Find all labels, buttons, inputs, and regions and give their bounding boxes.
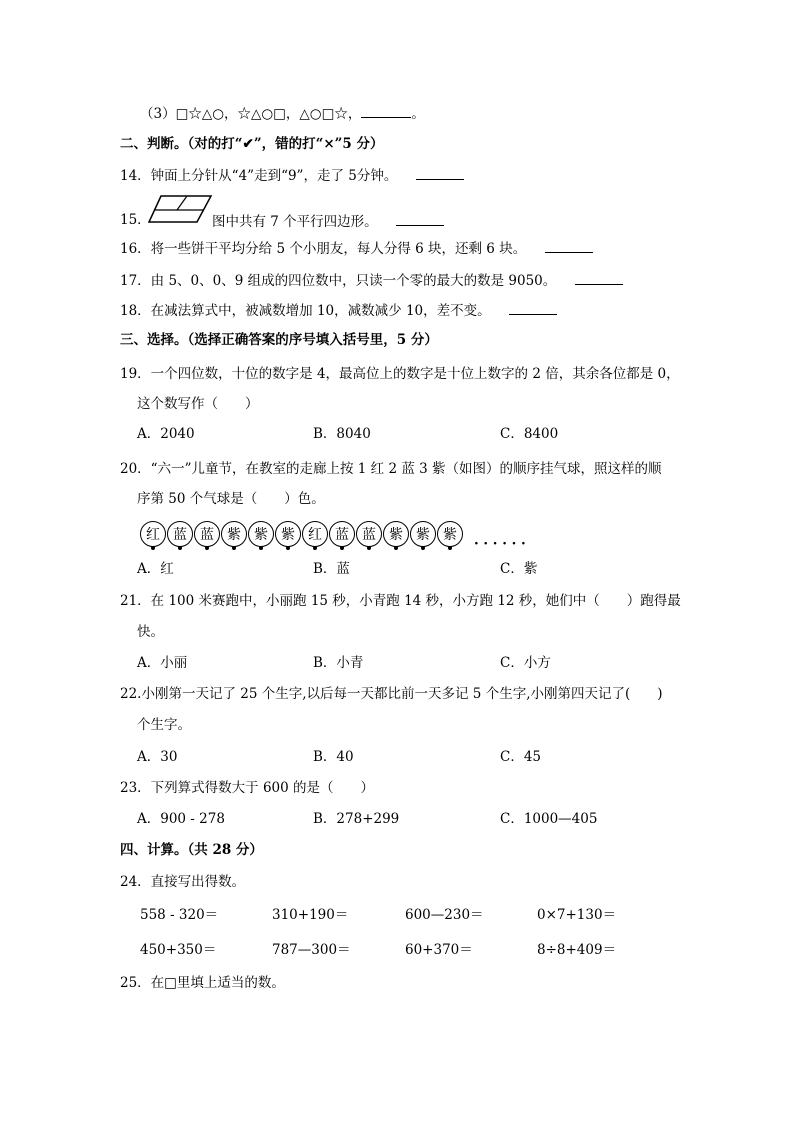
- answer-blank[interactable]: [416, 165, 464, 180]
- calc-item: 450+350＝: [140, 942, 217, 958]
- calc-item: 558 - 320＝: [140, 907, 219, 923]
- balloon-knot: [259, 546, 263, 550]
- balloon: 紫: [248, 521, 274, 547]
- balloon-knot: [205, 546, 209, 550]
- question-19-line1: 19．一个四位数，十位的数字是 4，最高位上的数字是十位上数字的 2 倍，其余各位都是 0，: [120, 366, 680, 382]
- answer-blank[interactable]: [545, 238, 593, 253]
- question-16: 16．将一些饼干平均分给 5 个小朋友，每人分得 6 块，还剩 6 块。: [120, 238, 593, 258]
- balloon: 紫: [383, 521, 409, 547]
- option-b[interactable]: B．40: [313, 749, 354, 765]
- option-c[interactable]: C．小方: [500, 655, 551, 671]
- question-22-line1: 22.小刚第一天记了 25 个生字,以后每一天都比前一天多记 5 个生字,小刚第四天记了( ): [120, 686, 663, 702]
- option-b[interactable]: B．小青: [313, 655, 364, 671]
- calc-item: 8÷8+409＝: [537, 942, 617, 958]
- section-2-title: 二、判断。（对的打“✔”，错的打“×”5 分）: [120, 136, 384, 152]
- balloon: 蓝: [329, 521, 355, 547]
- option-a[interactable]: A．30: [137, 749, 178, 765]
- question-23-line1: 23．下列算式得数大于 600 的是（ ）: [120, 780, 375, 796]
- answer-blank[interactable]: [575, 270, 623, 285]
- option-b[interactable]: B．278+299: [313, 811, 400, 827]
- balloon: 红: [140, 521, 166, 547]
- balloon: 紫: [410, 521, 436, 547]
- balloon: 蓝: [167, 521, 193, 547]
- balloon-knot: [151, 546, 155, 550]
- calc-item: 60+370＝: [405, 942, 473, 958]
- option-c[interactable]: C．1000—405: [500, 811, 598, 827]
- question-22-line2: 个生字。: [137, 717, 191, 733]
- option-c[interactable]: C．45: [500, 749, 542, 765]
- option-a[interactable]: A．红: [137, 561, 174, 577]
- question-14: 14．钟面上分针从“4”走到“9”，走了 5分钟。: [120, 165, 464, 185]
- question-24-title: 24．直接写出得数。: [120, 874, 246, 890]
- option-c[interactable]: C．8400: [500, 426, 559, 442]
- answer-blank[interactable]: [361, 103, 411, 118]
- balloon-knot: [313, 546, 317, 550]
- q13-part3-text: （3）□☆△○，☆△○□，△○□☆，: [140, 106, 362, 122]
- calc-item: 787—300＝: [272, 942, 351, 958]
- question-21-line2: 快。: [137, 624, 164, 640]
- option-b[interactable]: B．蓝: [313, 561, 350, 577]
- q13-part3: （3）□☆△○，☆△○□，△○□☆， 。: [140, 103, 425, 123]
- balloon-knot: [178, 546, 182, 550]
- option-a[interactable]: A．小丽: [137, 655, 188, 671]
- balloon-knot: [367, 546, 371, 550]
- option-a[interactable]: A．2040: [137, 426, 195, 442]
- question-15-text: 图中共有 7 个平行四边形。: [212, 211, 444, 231]
- balloon: 红: [302, 521, 328, 547]
- calc-item: 310+190＝: [272, 907, 349, 923]
- question-21-line1: 21．在 100 米赛跑中，小丽跑 15 秒，小青跑 14 秒，小方跑 12 秒，她们中（ ）跑得最: [120, 593, 681, 609]
- question-20-line1: 20．“六一”儿童节，在教室的走廊上按 1 红 2 蓝 3 紫（如图）的顺序挂气球，照这样的顺: [120, 461, 662, 477]
- question-15: 15．: [120, 212, 151, 228]
- calc-item: 0×7+130＝: [537, 907, 617, 923]
- option-b[interactable]: B．8040: [313, 426, 371, 442]
- calc-item: 600—230＝: [405, 907, 484, 923]
- section-3-title: 三、选择。（选择正确答案的序号填入括号里，5 分）: [120, 332, 438, 348]
- parallelogram-figure: [147, 194, 213, 224]
- section-4-title: 四、计算。（共 28 分）: [120, 842, 263, 858]
- question-19-line2: 这个数写作（ ）: [137, 396, 259, 412]
- balloon-knot: [286, 546, 290, 550]
- option-c[interactable]: C．紫: [500, 561, 538, 577]
- balloon-knot: [421, 546, 425, 550]
- balloon-knot: [232, 546, 236, 550]
- continuation-dots: · · · · · ·: [474, 536, 526, 552]
- answer-blank[interactable]: [509, 300, 557, 315]
- option-a[interactable]: A．900 - 278: [137, 811, 225, 827]
- question-25: 25．在□里填上适当的数。: [120, 975, 285, 991]
- balloon: 紫: [221, 521, 247, 547]
- balloon: 紫: [275, 521, 301, 547]
- balloon-knot: [448, 546, 452, 550]
- balloon: 蓝: [194, 521, 220, 547]
- balloon-knot: [394, 546, 398, 550]
- question-18: 18．在减法算式中，被减数增加 10，减数减少 10，差不变。: [120, 300, 557, 320]
- question-20-line2: 序第 50 个气球是（ ）色。: [137, 491, 325, 507]
- question-17: 17．由 5、0、0、9 组成的四位数中，只读一个零的最大的数是 9050。: [120, 270, 623, 290]
- answer-blank[interactable]: [396, 211, 444, 226]
- balloon: 紫: [437, 521, 463, 547]
- balloon-knot: [340, 546, 344, 550]
- balloon: 蓝: [356, 521, 382, 547]
